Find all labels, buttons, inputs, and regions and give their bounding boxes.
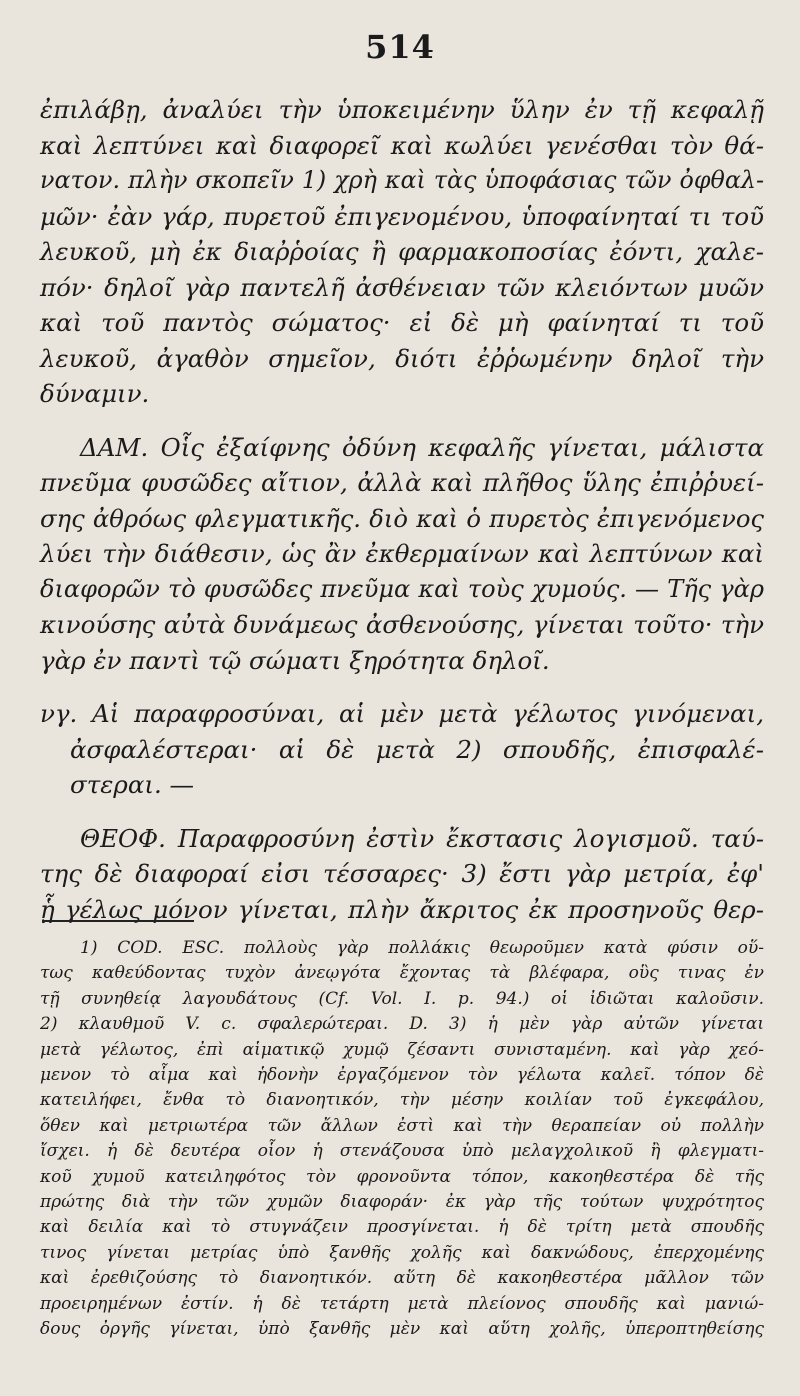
- text-line: ΔΑΜ. Οἷς ἐξαίφνης ὀδύνη κεφαλῆς γίνεται, μάλιστα: [80, 432, 764, 462]
- footnote-line: 2) κλαυθμοῦ V. c. σφαλερώτεραι. D. 3) ἡ μὲν γὰρ αὐτῶν γίνεται: [40, 1014, 764, 1035]
- text-line: λευκοῦ, ἀγαθὸν σημεῖον, διότι ἐῤῥωμένην δηλοῖ τὴν: [40, 343, 764, 373]
- paragraph-2: [40, 430, 764, 679]
- text-line: διαφορῶν τὸ φυσῶδες πνεῦμα καὶ τοὺς χυμούς. — Τῆς γὰρ: [40, 574, 764, 603]
- footnote-line: καὶ ἐρεθιζούσης τὸ διανοητικόν. αὕτη δὲ κακοηθεστέρα μᾶλλον τῶν: [40, 1268, 764, 1289]
- text-line: ᾗ γέλως μόνον γίνεται, πλὴν ἄκριτος ἐκ προσηνοῦς θερ-: [40, 894, 764, 924]
- main-text: [40, 92, 764, 927]
- footnote-line: τως καθεύδοντας τυχὸν ἀνεῳγότα ἔχοντας τὰ βλέφαρα, οὓς τινας ἐν: [40, 963, 764, 984]
- text-line: λευκοῦ, μὴ ἐκ διαῤῥοίας ἢ φαρμακοποσίας ἐόντι, χαλε-: [40, 237, 764, 266]
- footnote-line: δους ὀργῆς γίνεται, ὑπὸ ξανθῆς μὲν καὶ αὕτη χολῆς, ὑπεροπτηθείσης: [40, 1319, 764, 1340]
- text-line: στεραι. —: [70, 770, 195, 799]
- text-line: νγ. Αἱ παραφροσύναι, αἱ μὲν μετὰ γέλωτος γινόμεναι,: [40, 699, 764, 728]
- footnote-line: κοῦ χυμοῦ κατειληφότος τὸν φρονοῦντα τόπον, κακοηθεστέρα δὲ τῆς: [40, 1166, 764, 1187]
- text-line: κινούσης αὐτὰ δυνάμεως ἀσθενούσης, γίνεται τοῦτο· τὴν: [40, 610, 764, 639]
- footnote-rule: [42, 920, 194, 922]
- text-line: ἐπιλάβῃ, ἀναλύει τὴν ὑποκειμένην ὕλην ἐν τῇ κεφαλῇ: [40, 95, 764, 124]
- footnote-line: τινος γίνεται μετρίας ὑπὸ ξανθῆς χολῆς καὶ δακνώδους, ἐπερχομένης: [40, 1242, 764, 1263]
- text-line: πόν· δηλοῖ γὰρ παντελῆ ἀσθένειαν τῶν κλειόντων μυῶν: [40, 272, 764, 302]
- footnote-line: προειρημένων ἐστίν. ἡ δὲ τετάρτη μετὰ πλείονος σπουδῆς καὶ μανιώ-: [40, 1293, 764, 1314]
- text-line: λύει τὴν διάθεσιν, ὡς ἂν ἐκθερμαίνων καὶ λεπτύνων καὶ: [40, 539, 764, 568]
- footnote-line: πρώτης διὰ τὴν τῶν χυμῶν διαφοράν· ἐκ γὰρ τῆς τούτων ψυχρότητος: [40, 1192, 764, 1213]
- text-line: της δὲ διαφοραί εἰσι τέσσαρες· 3) ἔστι γὰρ μετρία, ἐφ': [40, 859, 764, 888]
- footnote-line: τῇ συνηθείᾳ λαγουδάτους (Cf. Vol. I. p. 94.) οἱ ἰδιῶται καλοῦσιν.: [40, 988, 764, 1009]
- text-line: καὶ τοῦ παντὸς σώματος· εἰ δὲ μὴ φαίνηταί τι τοῦ: [40, 308, 764, 337]
- text-line: δύναμιν.: [40, 379, 150, 408]
- footnote-line: ἴσχει. ἡ δὲ δευτέρα οἷον ἡ στενάζουσα ὑπὸ μελαγχολικοῦ ἢ φλεγματι-: [40, 1141, 764, 1162]
- footnote-line: ὅθεν καὶ μετριωτέρα τῶν ἄλλων ἐστὶ καὶ τὴν θεραπείαν οὐ πολλὴν: [40, 1115, 764, 1136]
- text-line: ΘΕΟΦ. Παραφροσύνη ἐστὶν ἔκστασις λογισμοῦ. ταύ-: [80, 823, 764, 853]
- paragraph-4: [40, 821, 764, 928]
- text-line: καὶ λεπτύνει καὶ διαφορεῖ καὶ κωλύει γενέσθαι τὸν θά-: [40, 130, 764, 160]
- footnote-line: 1) COD. ESC. πολλοὺς γὰρ πολλάκις θεωροῦμεν κατὰ φύσιν οὕ-: [80, 938, 764, 958]
- footnote-line: καὶ δειλία καὶ τὸ στυγνάζειν προσγίνεται. ἡ δὲ τρίτη μετὰ σπουδῆς: [40, 1217, 764, 1238]
- footnote-line: μετὰ γέλωτος, ἐπὶ αἱματικῷ χυμῷ ζέσαντι συνισταμένη. καὶ γὰρ χεό-: [40, 1039, 764, 1060]
- text-line: πνεῦμα φυσῶδες αἴτιον, ἀλλὰ καὶ πλῆθος ὕλης ἐπιῤῥυεί-: [40, 468, 764, 497]
- paragraph-3: [40, 696, 764, 803]
- text-line: ἀσφαλέστεραι· αἱ δὲ μετὰ 2) σπουδῆς, ἐπισφαλέ-: [70, 734, 764, 764]
- footnote-line: μενον τὸ αἷμα καὶ ἡδονὴν ἐργαζόμενον τὸν γέλωτα καλεῖ. τόπον δὲ: [40, 1065, 764, 1086]
- paragraph-1: [40, 92, 764, 412]
- footnote-line: κατειλήφει, ἔνθα τὸ διανοητικόν, τὴν μέσην κοιλίαν τοῦ ἐγκεφάλου,: [40, 1090, 764, 1111]
- footnotes: [40, 936, 764, 1343]
- page-number: 514: [365, 28, 435, 66]
- text-line: γὰρ ἐν παντὶ τῷ σώματι ξηρότητα δηλοῖ.: [40, 645, 550, 675]
- text-line: νατον. πλὴν σκοπεῖν 1) χρὴ καὶ τὰς ὑποφάσιας τῶν ὀφθαλ-: [40, 166, 764, 194]
- text-line: μῶν· ἐὰν γάρ, πυρετοῦ ἐπιγενομένου, ὑποφαίνηταί τι τοῦ: [40, 201, 764, 231]
- text-line: σης ἀθρόως φλεγματικῆς. διὸ καὶ ὁ πυρετὸς ἐπιγενόμενος: [40, 503, 764, 533]
